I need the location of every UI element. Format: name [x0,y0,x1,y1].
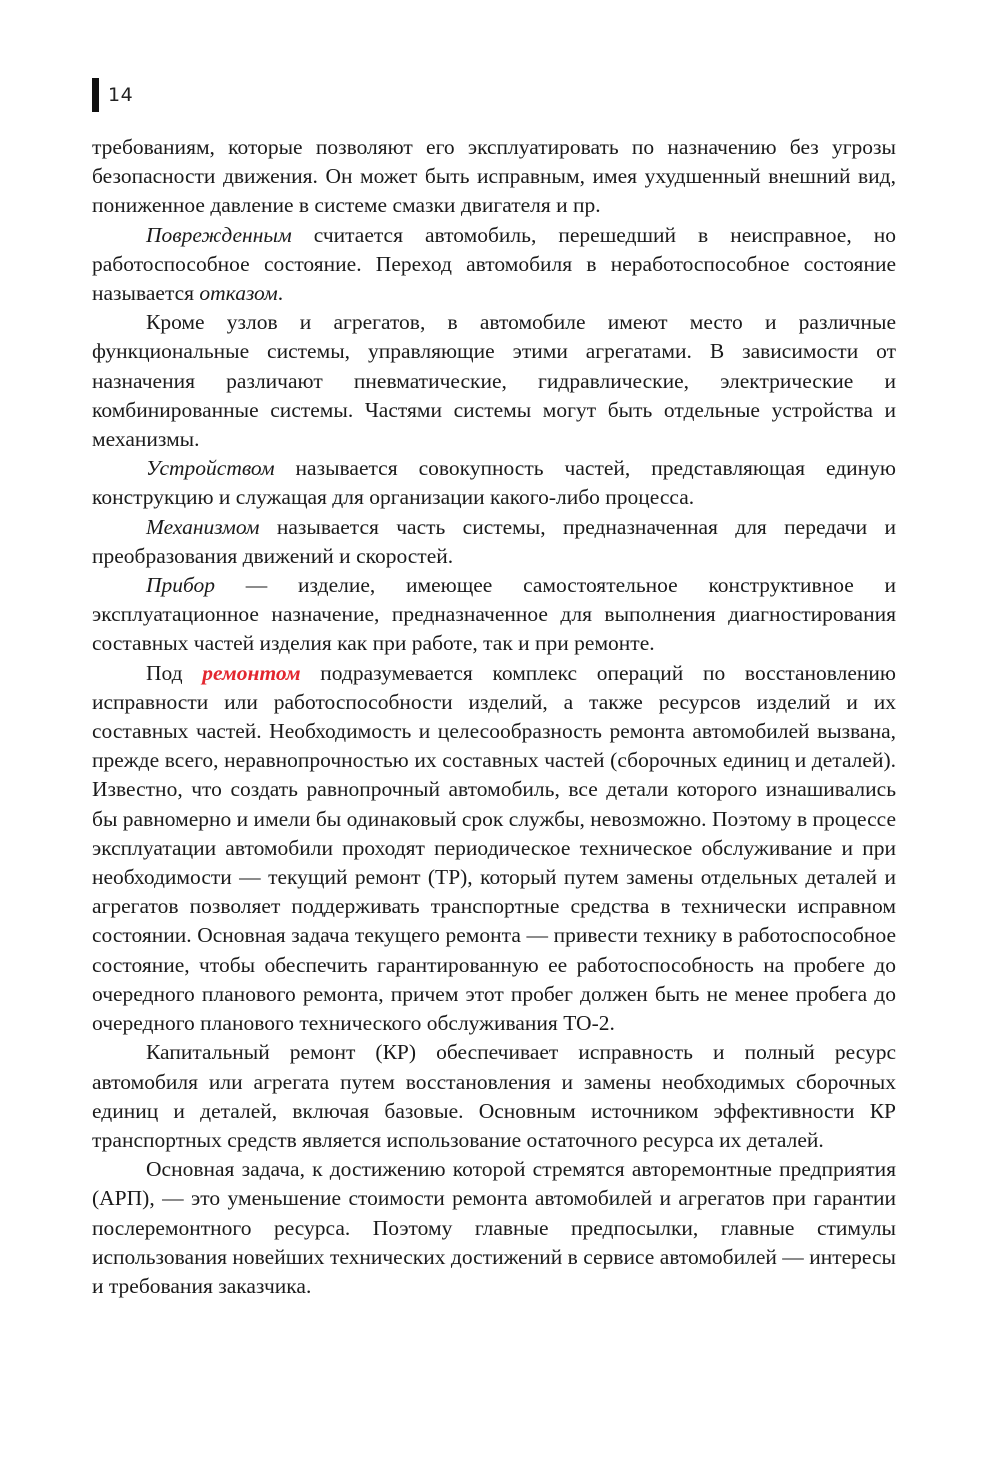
page-header [92,78,133,112]
term-remontom-highlight: ремонтом [202,660,301,685]
paragraph-6: Прибор — изделие, имеющее самостоятельное конструктивное и эксплуатационное назначение, предназначенное для выполнения диагностирования составных частей изделия как при работе, так и при ремонте. [92,573,896,656]
term-mekhanizmom: Механизмом [146,514,260,539]
term-ustroystvom: Устройством [146,456,275,481]
paragraph-9: Основная задача, к достижению которой стремятся авторемонтные предприятия (АРП), — это уменьшение стоимости ремонта автомобилей и агрегатов при гарантии послеремонтного ресурса. Поэтому главные предпосылки, главные стимулы использования новейших технических достижений в сервисе автомобилей — интересы и требования заказчика. [92,1157,896,1298]
paragraph-1: требованиям, которые позволяют его эксплуатировать по назначению без угрозы безопасности движения. Он может быть исправным, имея ухудшенный внешний вид, пониженное давление в системе смазки двигателя и пр. [92,135,896,218]
page-marker-bar [92,78,99,112]
paragraph-7: Под ремонтом подразумевается комплекс операций по восстановлению исправности или работоспособности изделий, а также ресурсов изделий и их составных частей. Необходимость и целесообразность ремонта автомобилей вызвана, прежде всего, неравнопрочностью их составных частей (сборочных единиц и деталей). Известно, что создать равнопрочный автомобиль, все детали которого изнашивались бы равномерно и имели бы одинаковый срок службы, невозможно. Поэтому в процессе эксплуатации автомобили проходят периодическое техническое обслуживание и при необходимости — текущий ремонт (ТР), который путем замены отдельных деталей и агрегатов позволяет поддерживать транспортные средства в технически исправном состоянии. Основная задача текущего ремонта — привести технику в работоспособное состояние, чтобы обеспечить гарантированную ее работоспособность на пробеге до очередного планового ремонта, причем этот пробег должен быть не менее пробега до очередного планового технического обслуживания ТО-2. [92,660,896,1036]
term-pribor: Прибор [146,573,216,598]
term-povrezhdennym: Поврежденным [146,222,292,247]
paragraph-4: Устройством называется совокупность частей, представляющая единую конструкцию и служащая для организации какого-либо процесса. [92,456,896,510]
paragraph-8: Капитальный ремонт (КР) обеспечивает исправность и полный ресурс автомобиля или агрегата путем восстановления и замены необходимых сборочных единиц и деталей, включая базовые. Основным источником эффективности КР транспортных средств является использование остаточного ресурса их деталей. [92,1040,896,1152]
paragraph-2: Поврежденным считается автомобиль, перешедший в неисправное, но работоспособное состояние. Переход автомобиля в неработоспособное состояние называется отказом. [92,222,896,306]
paragraph-3: Кроме узлов и агрегатов, в автомобиле имеют место и различные функциональные системы, управляющие этими агрегатами. В зависимости от назначения различают пневматические, гидравлические, электрические и комбинированные системы. Частями системы могут быть отдельные устройства и механизмы. [92,310,896,452]
paragraph-5: Механизмом называется часть системы, предназначенная для передачи и преобразования движений и скоростей. [92,514,896,568]
body-text [92,133,896,1301]
term-otkazom: отказом [199,281,278,306]
page-number: 14 [108,84,134,106]
